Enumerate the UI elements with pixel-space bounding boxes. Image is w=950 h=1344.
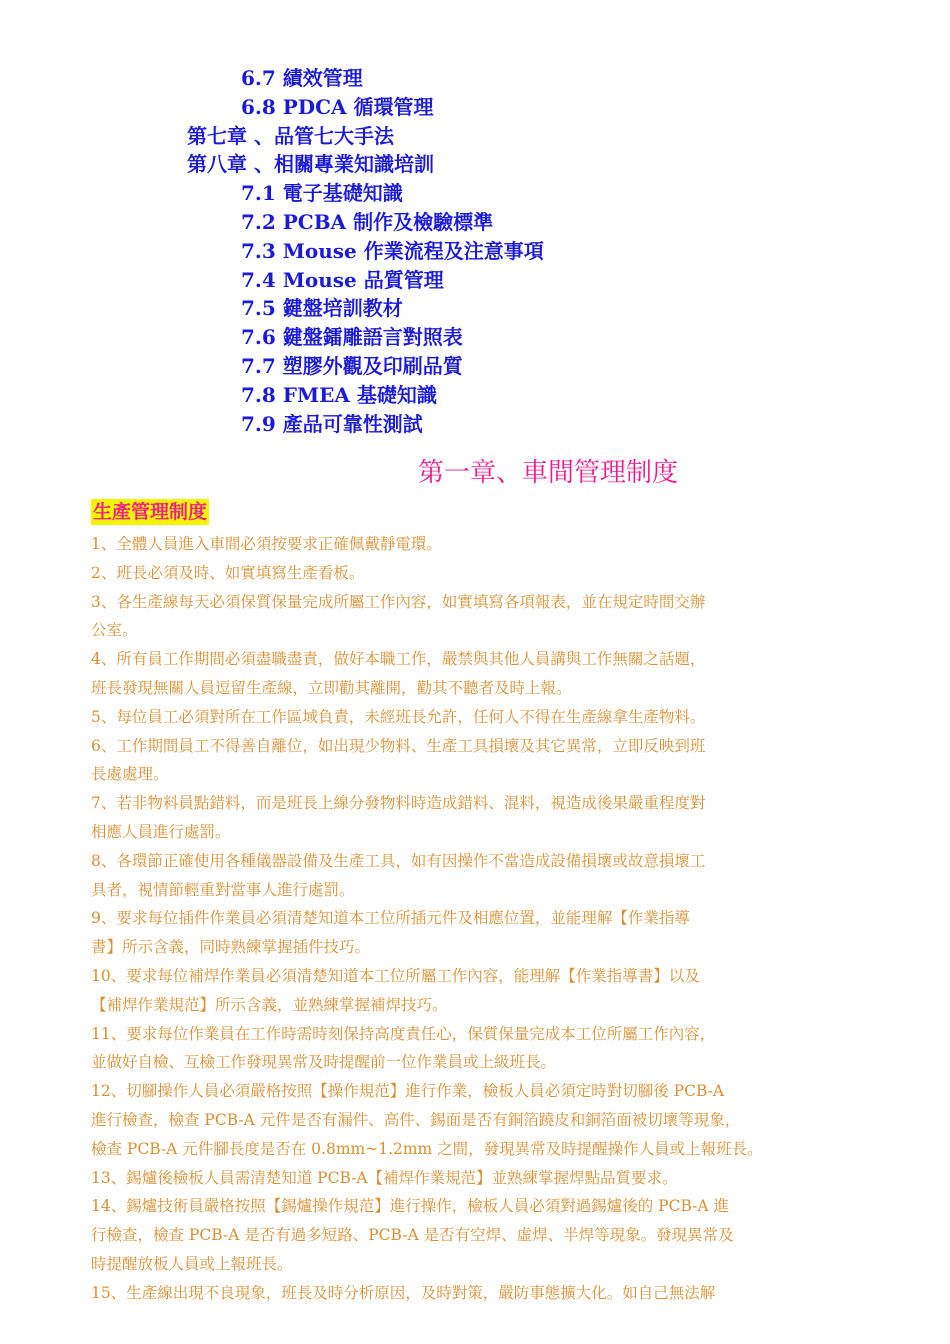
rule-item: 2、班長必須及時、如實填寫生產看板。 [91,563,365,582]
rule-item: 7、若非物料員點錯料，而是班長上線分發物料時造成錯料、混料，視造成後果嚴重程度對 相應人員進行處罰。 [91,794,706,841]
rules-list [91,530,866,1308]
section-title: 生產管理制度 [93,501,208,523]
rule-item: 8、各環節正確使用各種儀器設備及生產工具，如有因操作不當造成設備損壞或故意損壞工 具者，視情節輕重對當事人進行處罰。 [91,851,706,899]
rule-item: 4、所有員工作期間必須盡職盡責，做好本職工作，嚴禁與其他人員講與工作無關之話題， 班長發現無關人員逗留生產線，立即勸其離開，勸其不聽者及時上報。 [91,650,706,697]
toc-item[interactable]: 第八章 、相關專業知識培訓 [187,152,434,177]
rule-item: 10、要求每位補焊作業員必須清楚知道本工位所屬工作內容，能理解【作業指導書】以及 【補焊作業規范】所示含義，並熟練掌握補焊技巧。 [91,966,700,1014]
rule-item: 6、工作期間員工不得善自離位，如出現少物料、生產工具損壞及其它異常，立即反映到班 長處處理。 [91,736,706,784]
toc-item[interactable]: 7.5 鍵盤培訓教材 [241,296,403,321]
toc-item[interactable]: 7.9 產品可靠性測試 [241,411,423,436]
rule-item: 13、錫爐後檢板人員需清楚知道 PCB-A【補焊作業規范】並熟練掌握焊點品質要求。 [91,1168,678,1187]
rule-item: 11、要求每位作業員在工作時需時刻保持高度責任心，保質保量完成本工位所屬工作內容， 並做好自檢、互檢工作發現異常及時提醒前一位作業員或上級班長。 [91,1024,716,1072]
toc-item[interactable]: 第七章 、品管七大手法 [187,123,394,148]
toc-item[interactable]: 7.1 電子基礎知識 [241,181,403,206]
rule-item: 3、各生產線每天必須保質保量完成所屬工作內容，如實填寫各項報表，並在規定時間交辦 公室。 [91,592,706,640]
table-of-contents [0,64,950,438]
toc-item[interactable]: 7.4 Mouse 品質管理 [241,267,444,292]
toc-item[interactable]: 7.7 塑膠外觀及印刷品質 [241,353,463,378]
rule-item: 5、每位員工必須對所在工作區域負責，未經班長允許，任何人不得在生產線拿生產物料。 [91,707,706,726]
toc-item[interactable]: 6.8 PDCA 循環管理 [241,94,434,119]
rule-item: 14、錫爐技術員嚴格按照【錫爐操作規范】進行操作，檢板人員必須對過錫爐後的 PCB-A 進 行檢查，檢查 PCB-A 是否有過多短路、PCB-A 是否有空焊、虛焊、半焊等現象。發現異常及 時提醒放板人員或上報班長。 [91,1197,734,1273]
toc-item[interactable]: 7.3 Mouse 作業流程及注意事項 [241,238,544,263]
toc-item[interactable]: 7.6 鍵盤鐳雕語言對照表 [241,325,463,350]
chapter-title: 第一章、車間管理制度 [417,458,678,488]
rule-item: 9、要求每位插件作業員必須清楚知道本工位所插元件及相應位置，並能理解【作業指導 書】所示含義，同時熟練掌握插件技巧。 [91,909,690,957]
toc-item[interactable]: 7.2 PCBA 制作及檢驗標準 [241,209,494,234]
toc-item[interactable]: 6.7 績效管理 [241,66,363,90]
rule-item: 15、生產線出現不良現象，班長及時分析原因，及時對策，嚴防事態擴大化。如自己無法解 [91,1283,716,1302]
toc-item[interactable]: 7.8 FMEA 基礎知識 [241,382,437,407]
rule-item: 1、全體人員進入車間必須按要求正確佩戴靜電環。 [91,535,442,553]
rule-item: 12、切腳操作人員必須嚴格按照【操作規范】進行作業，檢板人員必須定時對切腳後 PCB-A 進行檢查，檢查 PCB-A 元件是否有漏件、高件、錫面是否有銅箔蹺皮和銅箔面被切壞等現象， 檢查 PCB-A 元件腳長度是否在 0.8mm~1.2mm 之間，發現異常及時提醒操作人員或上報班長。 [91,1082,763,1158]
